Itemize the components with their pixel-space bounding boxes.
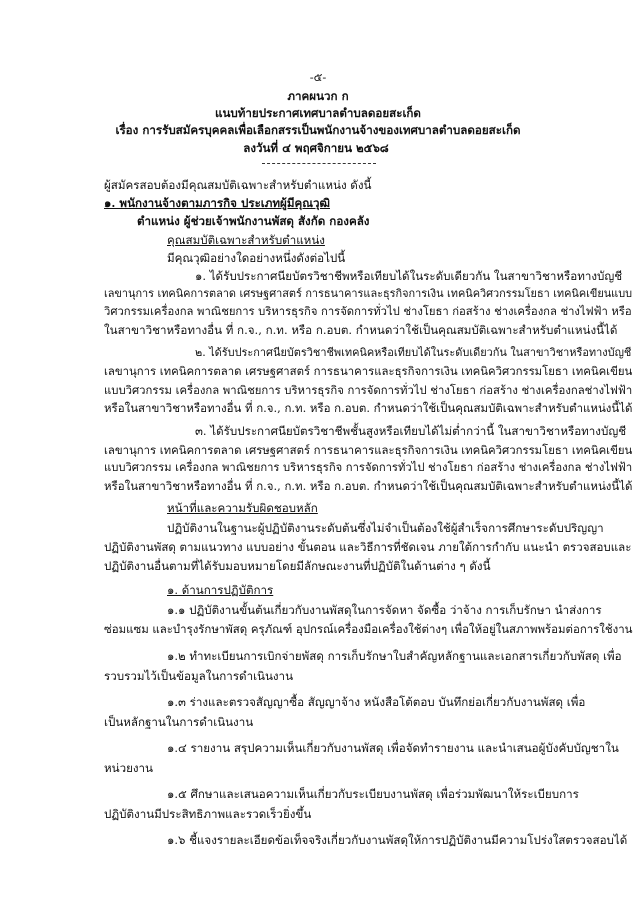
qual3-line: หรือในสาขาวิชาหรือทางอื่น ที่ ก.จ., ก.ท. หรือ ก.อบต. กำหนดว่าใช้เป็นคุณสมบัติเฉพาะสำหรับตำแหน่งนี้ได้: [104, 479, 633, 493]
annex-subtitle: แนบท้ายประกาศเทศบาลตำบลดอยสะเก็ด: [215, 106, 421, 120]
duty-item-line: ๑.๑ ปฏิบัติงานขั้นต้นเกี่ยวกับงานพัสดุในการจัดหา จัดซื้อ ว่าจ้าง การเก็บรักษา นำส่งการ: [167, 603, 602, 617]
duty-item-line: ๑.๒ ทำทะเบียนการเบิกจ่ายพัสดุ การเก็บรักษาใบสำคัญหลักฐานและเอกสารเกี่ยวกับพัสดุ เพื่อ: [167, 649, 622, 663]
date-line: ลงวันที่ ๔ พฤศจิกายน ๒๕๖๘: [243, 141, 389, 155]
duty-item-line: เป็นหลักฐานในการดำเนินงาน: [104, 715, 254, 729]
subject-line: เรื่อง การรับสมัครบุคคลเพื่อเลือกสรรเป็นพนักงานจ้างของเทศบาลตำบลดอยสะเก็ด: [115, 123, 521, 137]
qual1-line: ๑. ได้รับประกาศนียบัตรวิชาชีพหรือเทียบได้ในระดับเดียวกัน ในสาขาวิชาหรือทางบัญชี: [195, 269, 623, 283]
qual2-line: ๒. ได้รับประกาศนียบัตรวิชาชีพเทคนิคหรือเทียบได้ในระดับเดียวกัน ในสาขาวิชาหรือทางบัญชี: [195, 346, 632, 359]
duty-item-line: ๑.๖ ชี้แจงรายละเอียดข้อเท็จจริงเกี่ยวกับงานพัสดุให้การปฏิบัติงานมีความโปร่งใสตรวจสอบได้: [167, 833, 628, 847]
qual1-line: ในสาขาวิชาหรือทางอื่น ที่ ก.จ., ก.ท. หรือ ก.อบต. กำหนดว่าใช้เป็นคุณสมบัติเฉพาะสำหรับตำแหน่งนี้ได้: [104, 323, 618, 337]
duty-intro-line: ปฏิบัติงานอื่นตามที่ได้รับมอบหมายโดยมีลักษณะงานที่ปฏิบัติในด้านต่าง ๆ ดังนี้: [104, 559, 491, 573]
qual1-line: วิศวกรรมเครื่องกล พาณิชยการ บริหารธุรกิจ การจัดการทั่วไป ช่างโยธา ก่อสร้าง ช่างเครื่องกล ช่างไฟฟ้า หรือ: [104, 305, 632, 318]
qual3-line: ๓. ได้รับประกาศนียบัตรวิชาชีพชั้นสูงหรือเทียบได้ไม่ต่ำกว่านี้ ในสาขาวิชาหรือทางบัญชี: [195, 424, 627, 438]
qual1-line: เลขานุการ เทคนิคการตลาด เศรษฐศาสตร์ การธนาคารและธุรกิจการเงิน เทคนิควิศวกรรมโยธา เทคนิคเขียนแบบ: [104, 287, 633, 300]
duty-item-line: หน่วยงาน: [104, 761, 153, 775]
qual3-line: แบบวิศวกรรม เครื่องกล พาณิชยการ บริหารธุรกิจ การจัดการทั่วไป ช่างโยธา ก่อสร้าง ช่างเครื่องกล ช่างไฟฟ้า: [104, 461, 633, 474]
qual2-line: หรือในสาขาวิชาหรือทางอื่น ที่ ก.จ., ก.ท. หรือ ก.อบต. กำหนดว่าใช้เป็นคุณสมบัติเฉพาะสำหรับตำแหน่งนี้ได้: [104, 401, 633, 415]
qual3-line: เลขานุการ เทคนิคการตลาด เศรษฐศาสตร์ การธนาคารและธุรกิจการเงิน เทคนิควิศวกรรมโยธา เทคนิคเขียน: [104, 443, 633, 457]
section-title: ๑. พนักงานจ้างตามภารกิจ ประเภทผู้มีคุณวุฒิ: [104, 196, 330, 210]
annex-title: ภาคผนวก ก: [287, 89, 349, 103]
position-line: ตำแหน่ง ผู้ช่วยเจ้าพนักงานพัสดุ สังกัด กองคลัง: [137, 214, 370, 228]
duty-item-line: รวบรวมไว้เป็นข้อมูลในการดำเนินงาน: [104, 669, 293, 683]
qual2-line: แบบวิศวกรรม เครื่องกล พาณิชยการ บริหารธุรกิจ การจัดการทั่วไป ช่างโยธา ก่อสร้าง ช่างเครื่องกลช่างไฟฟ้า: [104, 383, 633, 397]
qualification-heading: คุณสมบัติเฉพาะสำหรับตำแหน่ง: [167, 233, 325, 247]
duty-item-line: ๑.๕ ศึกษาและเสนอความเห็นเกี่ยวกับระเบียบงานพัสดุ เพื่อร่วมพัฒนาให้ระเบียบการ: [167, 787, 579, 801]
page-number: -๕-: [309, 70, 327, 84]
duty-item-line: ปฏิบัติงานมีประสิทธิภาพและรวดเร็วยิ่งขึ้น: [104, 807, 312, 821]
duty-item-line: ซ่อมแซม และบำรุงรักษาพัสดุ ครุภัณฑ์ อุปกรณ์เครื่องมือเครื่องใช้ต่างๆ เพื่อให้อยู่ในสภาพพร้อมต่อการใช้งาน: [104, 622, 633, 636]
duty-heading: หน้าที่และความรับผิดชอบหลัก: [167, 501, 318, 515]
operations-heading: ๑. ด้านการปฏิบัติการ: [167, 583, 274, 597]
duty-item-line: ๑.๔ รายงาน สรุปความเห็นเกี่ยวกับงานพัสดุ เพื่อจัดทำรายงาน และนำเสนอผู้บังคับบัญชาใน: [167, 741, 619, 755]
duty-intro-line: ปฏิบัติงานพัสดุ ตามแนวทาง แบบอย่าง ขั้นตอน และวิธีการที่ชัดเจน ภายใต้การกำกับ แนะนำ ตรวจสอบและ: [104, 540, 632, 554]
separator-line: [262, 163, 376, 164]
intro-text: ผู้สมัครสอบต้องมีคุณสมบัติเฉพาะสำหรับตำแหน่ง ดังนี้: [104, 178, 372, 192]
duty-intro-line: ปฏิบัติงานในฐานะผู้ปฏิบัติงานระดับต้นซึ่งไม่จำเป็นต้องใช้ผู้สำเร็จการศึกษาระดับปริญญา: [167, 521, 604, 535]
duty-item-line: ๑.๓ ร่างและตรวจสัญญาซื้อ สัญญาจ้าง หนังสือโต้ตอบ บันทึกย่อเกี่ยวกับงานพัสดุ เพื่อ: [167, 695, 586, 709]
qualification-intro: มีคุณวุฒิอย่างใดอย่างหนึ่งดังต่อไปนี้: [167, 251, 346, 265]
qual2-line: เลขานุการ เทคนิคการตลาด เศรษฐศาสตร์ การธนาคารและธุรกิจการเงิน เทคนิควิศวกรรมโยธา เทคนิคเขียน: [104, 364, 633, 378]
